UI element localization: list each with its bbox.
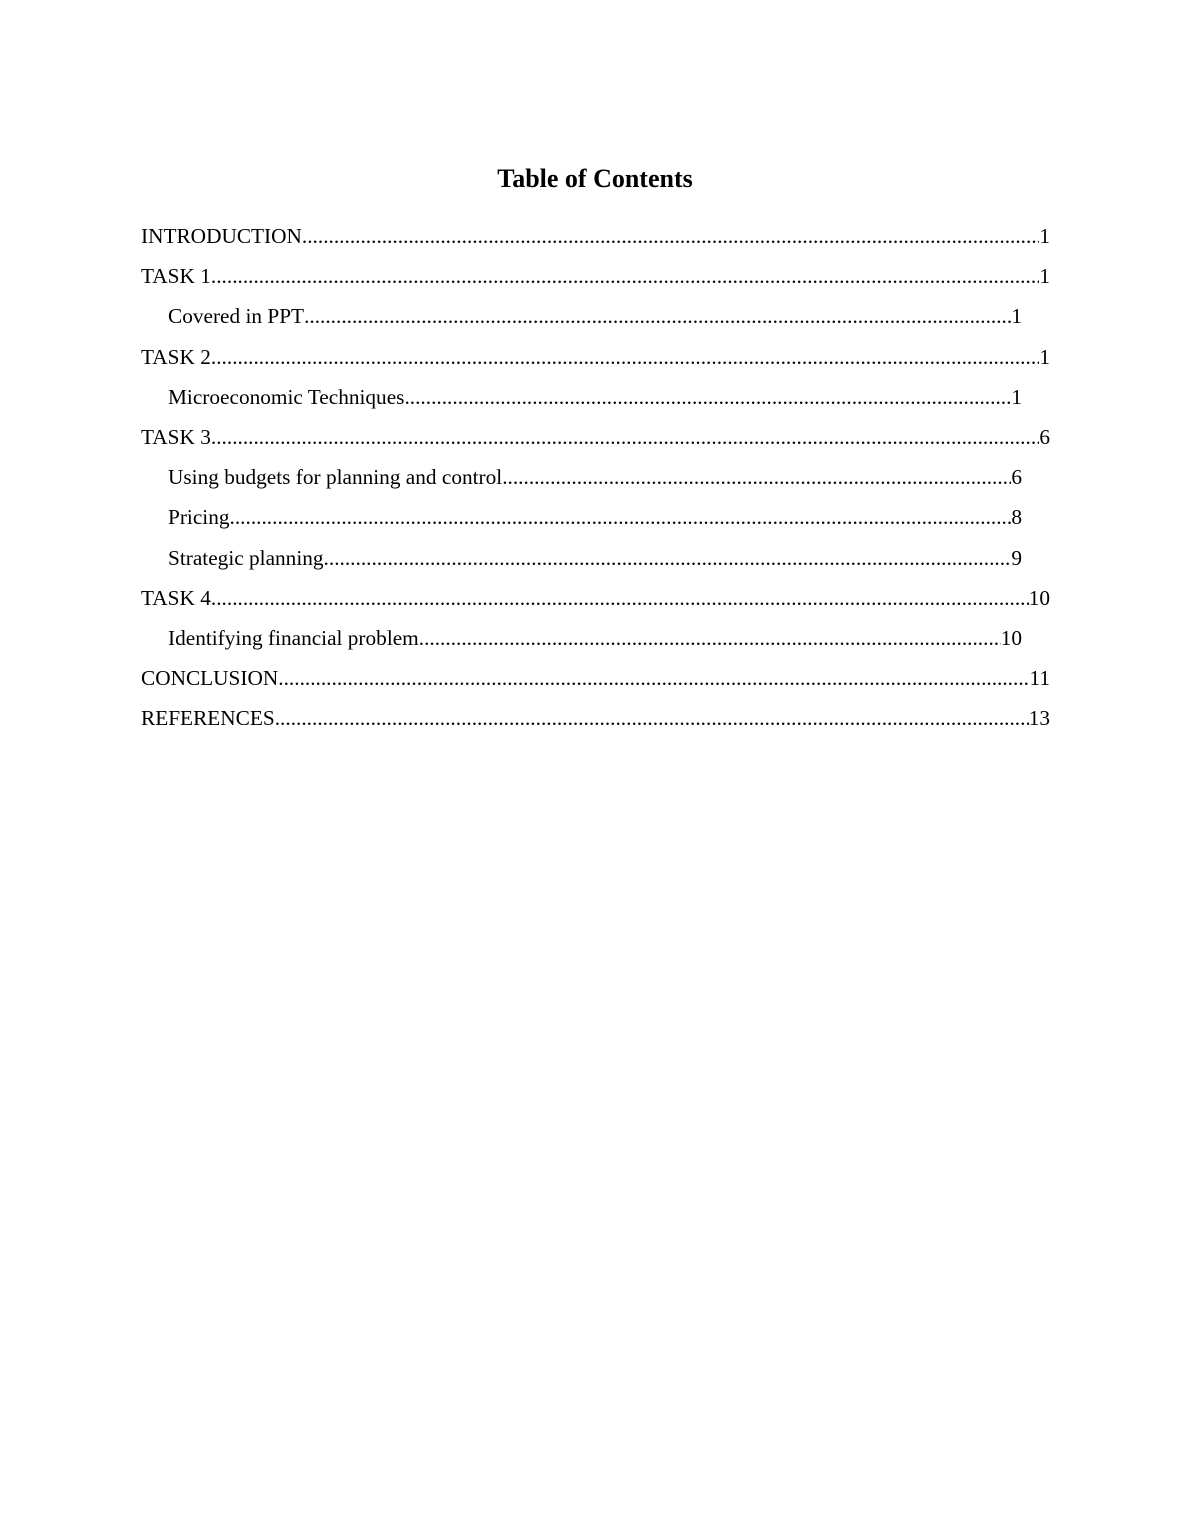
toc-entry-label: TASK 1 <box>141 264 211 289</box>
toc-page-number: 6 <box>1039 424 1050 449</box>
toc-dot-leader <box>211 343 1039 371</box>
toc-entry-task-1[interactable] <box>141 262 1050 302</box>
toc-entry-introduction[interactable] <box>141 222 1050 262</box>
toc-entry-references[interactable] <box>141 704 1050 744</box>
toc-page-number: 8 <box>1011 505 1022 530</box>
toc-page-number: 1 <box>1039 224 1050 248</box>
page-title: Table of Contents <box>497 164 693 193</box>
toc-page-number: 9 <box>1011 545 1022 570</box>
toc-entry-label: TASK 3 <box>141 424 211 449</box>
toc-entry-task-4[interactable] <box>141 584 1050 624</box>
toc-dot-leader <box>324 544 1012 572</box>
toc-page-number: 1 <box>1039 264 1050 289</box>
toc-dot-leader <box>275 704 1029 732</box>
toc-entry-label: Strategic planning <box>168 545 324 570</box>
toc-dot-leader <box>230 503 1012 531</box>
toc-page-number: 1 <box>1011 384 1022 409</box>
toc-entry-label: Identifying financial problem <box>168 625 419 650</box>
toc-list <box>141 222 1050 744</box>
toc-entry-label: Pricing <box>168 505 230 530</box>
toc-dot-leader <box>404 383 1011 411</box>
toc-dot-leader <box>278 664 1029 692</box>
toc-page-number: 1 <box>1039 344 1050 369</box>
toc-page-number: 10 <box>1028 585 1050 610</box>
toc-dot-leader <box>419 624 1001 652</box>
toc-page-number: 10 <box>1000 625 1022 650</box>
toc-entry-label: CONCLUSION <box>141 666 279 691</box>
toc-entry-label: TASK 4 <box>141 585 211 610</box>
toc-dot-leader <box>302 222 1039 250</box>
toc-entry-microeconomic-techniques[interactable] <box>141 383 1022 423</box>
toc-page-number: 6 <box>1011 465 1022 490</box>
toc-entry-identifying-financial-problem[interactable] <box>141 624 1022 664</box>
toc-entry-label: REFERENCES <box>141 706 275 731</box>
toc-dot-leader <box>211 584 1029 612</box>
toc-entry-task-2[interactable] <box>141 343 1050 383</box>
toc-entry-task-3[interactable] <box>141 423 1050 463</box>
toc-entry-label: Using budgets for planning and control <box>168 465 503 490</box>
toc-dot-leader <box>304 302 1011 330</box>
toc-dot-leader <box>211 423 1039 451</box>
toc-entry-covered-in-ppt[interactable] <box>141 302 1022 342</box>
toc-dot-leader <box>502 463 1011 491</box>
toc-entry-pricing[interactable] <box>141 503 1022 543</box>
toc-page-number: 13 <box>1028 706 1050 731</box>
toc-entry-label: Covered in PPT <box>168 304 305 329</box>
toc-entry-label: TASK 2 <box>141 344 211 369</box>
toc-entry-using-budgets[interactable] <box>141 463 1022 503</box>
toc-entry-strategic-planning[interactable] <box>141 544 1022 584</box>
toc-page-number: 11 <box>1029 666 1050 691</box>
toc-dot-leader <box>211 262 1039 290</box>
toc-page-number: 1 <box>1011 304 1022 329</box>
toc-entry-label: Microeconomic Techniques <box>168 384 405 409</box>
toc-entry-conclusion[interactable] <box>141 664 1050 704</box>
toc-entry-label: INTRODUCTION <box>141 224 302 248</box>
